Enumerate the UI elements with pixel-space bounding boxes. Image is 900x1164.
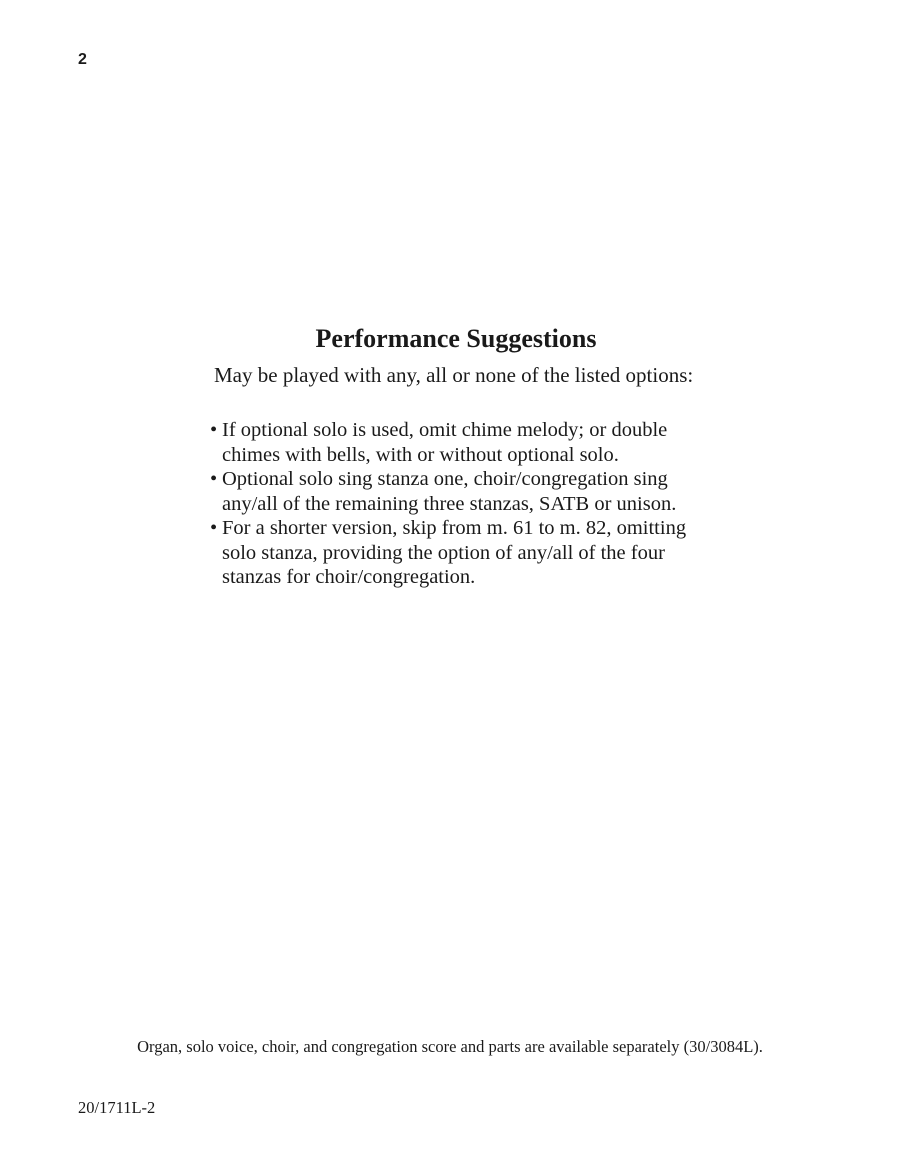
bullet: • xyxy=(210,517,218,539)
option-line: any/all of the remaining three stanzas, SATB or unison. xyxy=(222,492,677,515)
bullet: • xyxy=(210,468,218,490)
option-line: stanzas for choir/congregation. xyxy=(222,566,476,588)
page-title: Performance Suggestions xyxy=(315,324,597,354)
option-line: If optional solo is used, omit chime melody; or double xyxy=(222,419,668,441)
option-line: Optional solo sing stanza one, choir/congregation sing xyxy=(222,468,668,490)
option-item xyxy=(210,418,730,467)
option-item xyxy=(210,516,730,590)
catalog-code: 20/1711L-2 xyxy=(78,1098,156,1117)
bullet: • xyxy=(210,419,218,441)
options-list xyxy=(210,418,730,590)
option-line: For a shorter version, skip from m. 61 to m. 82, omitting xyxy=(222,517,687,539)
intro-text: May be played with any, all or none of the listed options: xyxy=(214,363,694,387)
option-item xyxy=(210,467,730,516)
option-line: solo stanza, providing the option of any/all of the four xyxy=(222,541,665,564)
option-line: chimes with bells, with or without optional solo. xyxy=(222,443,619,466)
footer-note: Organ, solo voice, choir, and congregation score and parts are available separately (30/3084L). xyxy=(137,1037,763,1056)
page-number: 2 xyxy=(78,51,87,68)
